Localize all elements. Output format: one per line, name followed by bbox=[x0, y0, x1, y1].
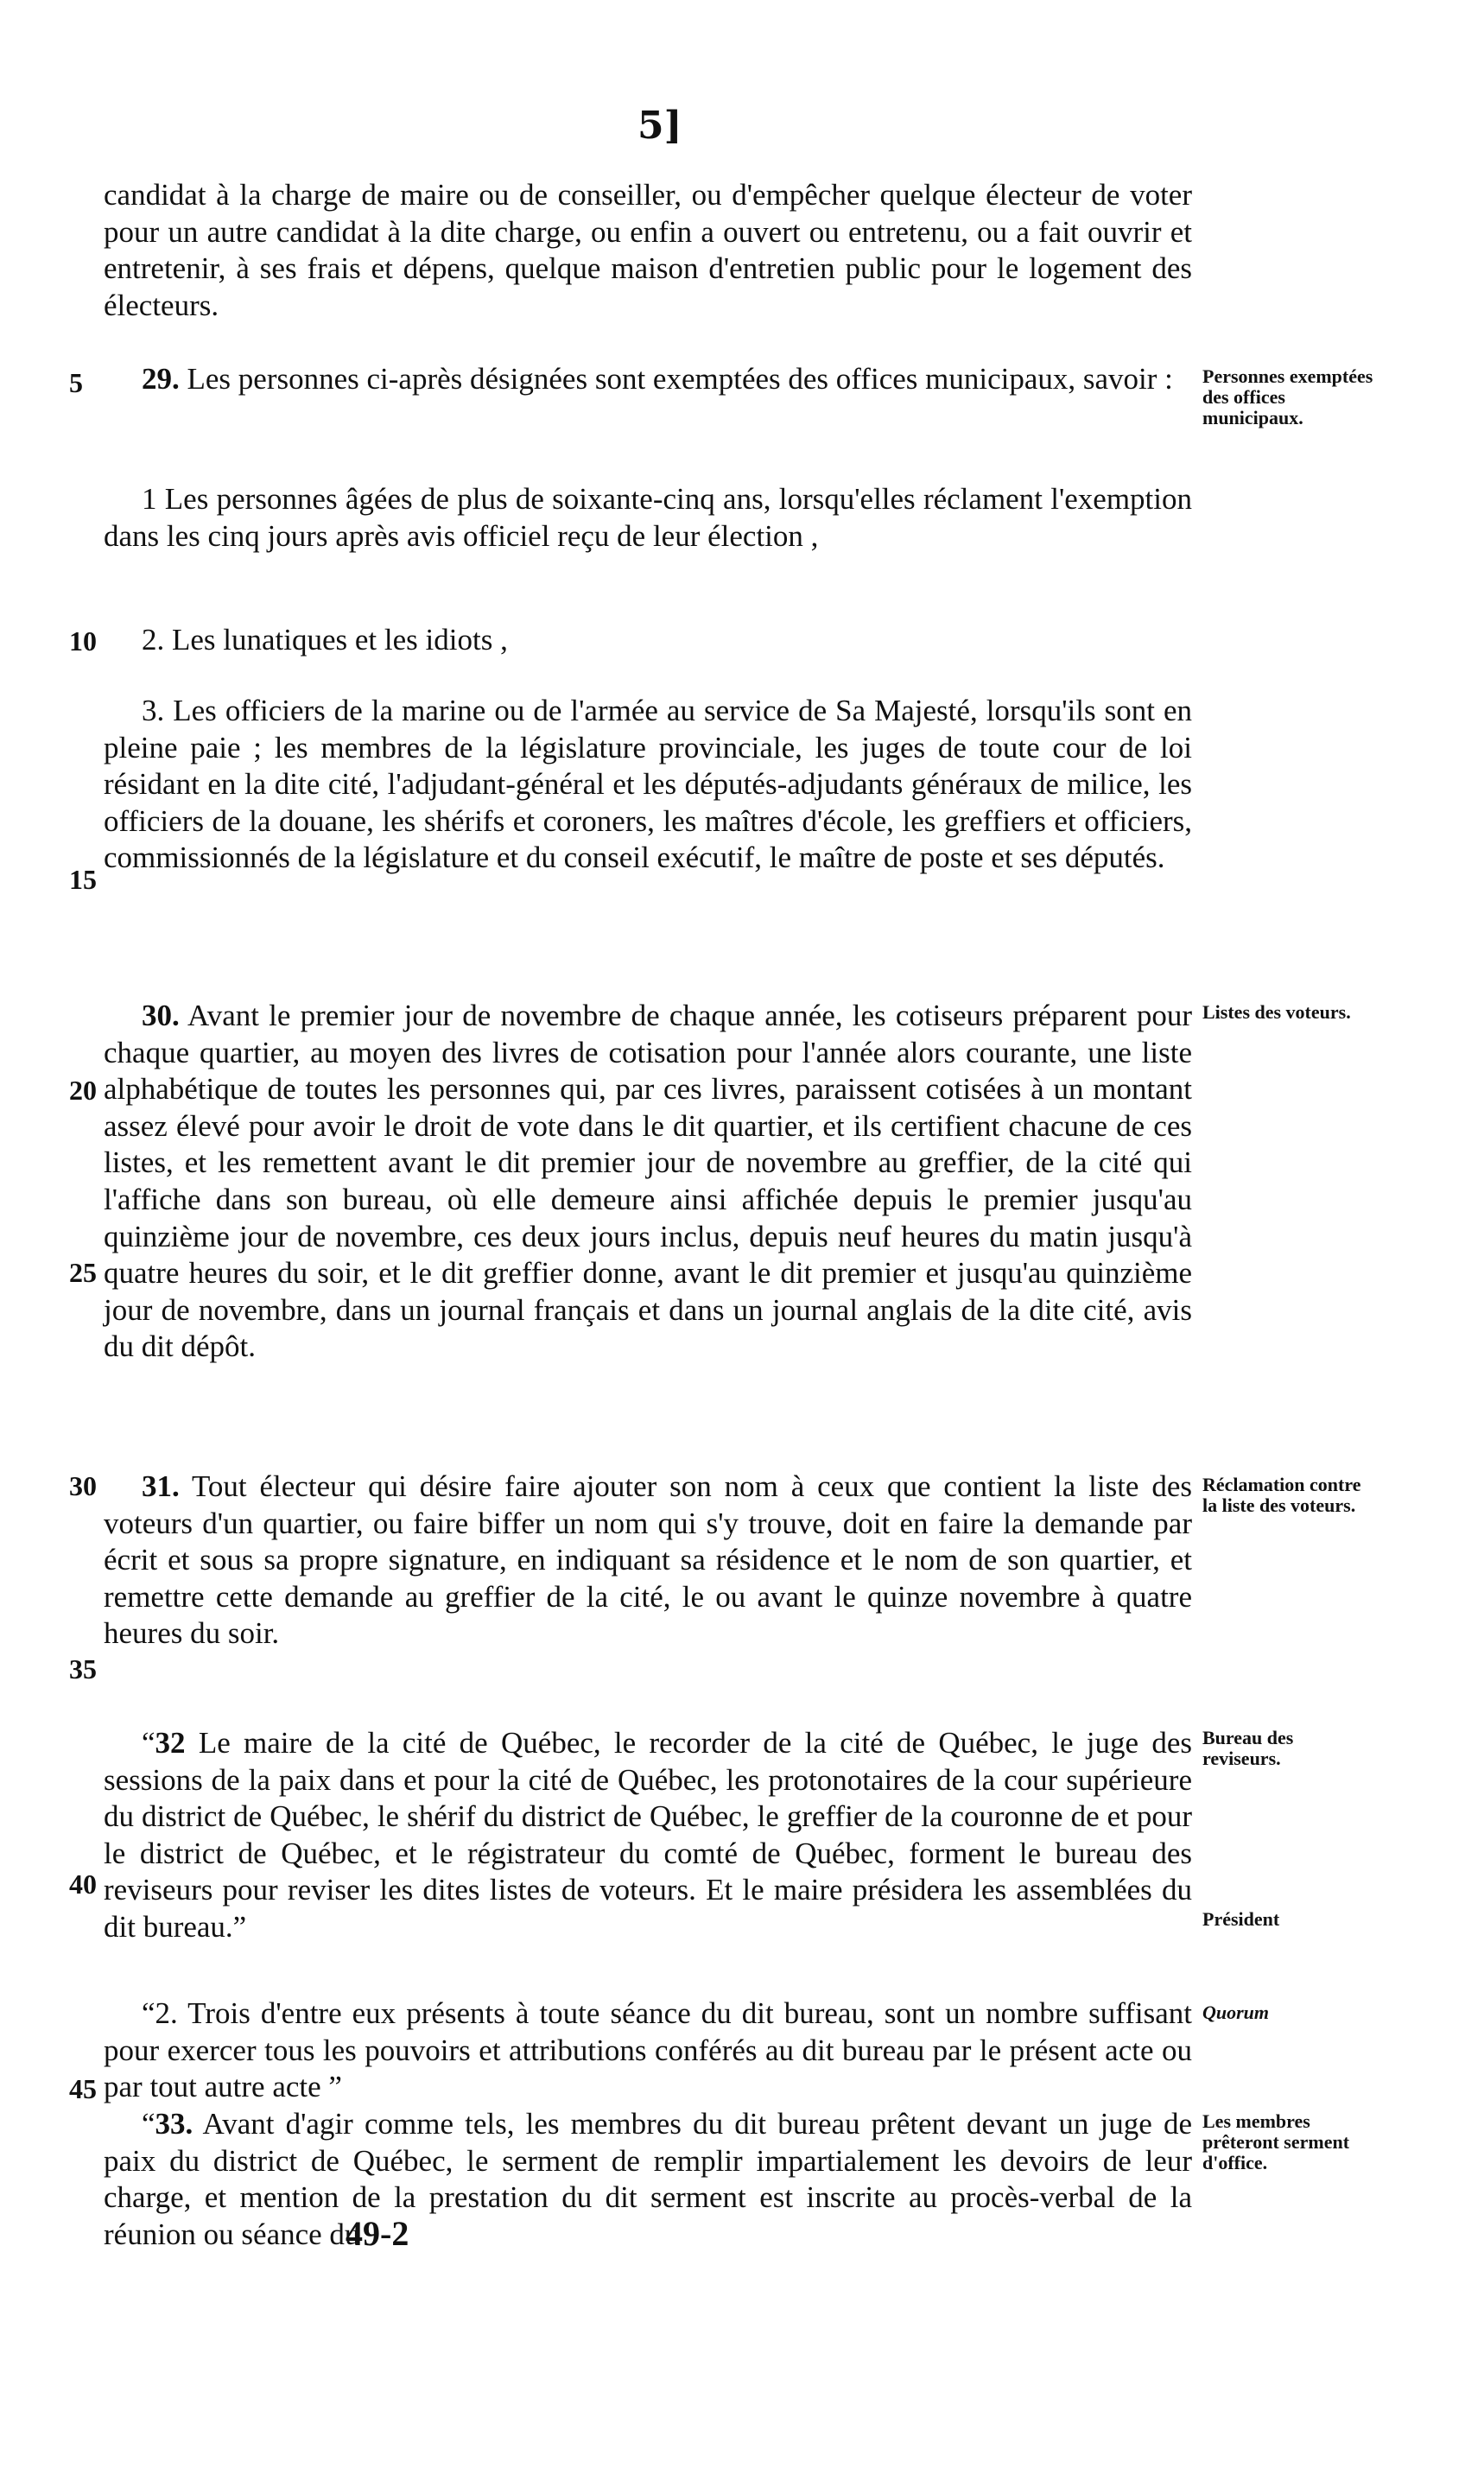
marginal-note: Bureau des reviseurs. bbox=[1202, 1727, 1294, 1769]
item-text: 1 Les personnes âgées de plus de soixante-cinq ans, lorsqu'elles réclament l'exemption dans les cinq jours après avis officiel reçu de leur élection , bbox=[104, 482, 1192, 553]
section-number: 29. bbox=[142, 362, 180, 396]
open-quote: “ bbox=[142, 2107, 155, 2141]
marginal-note: Listes des voteurs. bbox=[1202, 1001, 1351, 1023]
item-2 bbox=[104, 622, 1192, 659]
line-number: 35 bbox=[69, 1653, 97, 1684]
line-number: 10 bbox=[69, 625, 97, 657]
section-number: 32 bbox=[155, 1726, 186, 1760]
line-number: 5 bbox=[69, 367, 83, 398]
open-quote: “ bbox=[142, 1726, 155, 1760]
section-31 bbox=[104, 1469, 1192, 1653]
item-3 bbox=[104, 693, 1192, 877]
section-number: 30. bbox=[142, 999, 180, 1032]
section-number: 33. bbox=[155, 2107, 193, 2141]
section-text: Le maire de la cité de Québec, le recorder de la cité de Québec, le juge des sessions de la paix dans et pour la cité de Québec, les protonotaires de la cour supérieure du district de Québec, le shérif du district de Québec, le greffier de la couronne de et pour le district de Québec, et le régistrateur du comté de Québec, forment le bureau des reviseurs pour reviser les dites listes de voteurs. Et le maire présidera les assemblées du dit bureau.” bbox=[104, 1726, 1193, 1944]
marginal-note: Président bbox=[1202, 1908, 1280, 1930]
section-32 bbox=[104, 1725, 1192, 1946]
paragraph-continuation bbox=[104, 177, 1192, 324]
section-33 bbox=[104, 2106, 1192, 2253]
item-text: 3. Les officiers de la marine ou de l'armée au service de Sa Majesté, lorsqu'ils sont en pleine paie ; les membres de la législature provinciale, les juges de toute cour de loi résidant en la dite cité, l'adjudant-général et les députés-adjudants généraux de milice, les officiers de la douane, les shérifs et coroners, les maîtres d'école, les greffiers et officiers, commissionnés de la législature et du conseil exécutif, le maître de poste et ses députés. bbox=[104, 694, 1192, 875]
item-1 bbox=[104, 481, 1192, 555]
line-number: 45 bbox=[69, 2073, 97, 2104]
section-number: 31. bbox=[142, 1469, 180, 1503]
section-text: Avant le premier jour de novembre de chaque année, les cotiseurs préparent pour chaque quartier, au moyen des livres de cotisation pour l'année alors courante, une liste alphabétique de toutes les personnes qui, par ces livres, paraissent cotisées à un montant assez élevé pour avoir le droit de vote dans le dit quartier, et ils certifient chacune de ces listes, et les remettent avant le dit premier jour de novembre au greffier, de la cité qui l'affiche dans son bureau, où elle demeure ainsi affichée depuis le premier jusqu'au quinzième jour de novembre, ces deux jours inclus, depuis neuf heures du matin jusqu'à quatre heures du soir, et le dit greffier donne, avant le dit premier et jusqu'au quinzième jour de novembre, dans un journal français et dans un journal anglais de la dite cité, avis du dit dépôt. bbox=[104, 999, 1192, 1364]
line-number: 30 bbox=[69, 1470, 97, 1501]
line-number: 15 bbox=[69, 864, 97, 895]
section-30 bbox=[104, 998, 1192, 1366]
section-text: Tout électeur qui désire faire ajouter son nom à ceux que contient la liste des voteurs d'un quartier, ou faire biffer un nom qui s'y trouve, doit en faire la demande par écrit et sous sa propre signature, en indiquant sa résidence et le nom de son quartier, et remettre cette demande au greffier de la cité, le ou avant le quinze novembre à quatre heures du soir. bbox=[104, 1469, 1192, 1651]
section-32-item-2 bbox=[104, 1995, 1192, 2106]
marginal-note: Réclamation contre la liste des voteurs. bbox=[1202, 1474, 1361, 1516]
section-text: Les personnes ci-après désignées sont exemptées des offices municipaux, savoir : bbox=[187, 362, 1173, 396]
marginal-note: Personnes exemptées des offices municipaux. bbox=[1202, 365, 1373, 428]
page-number: 5] bbox=[637, 104, 682, 148]
item-text: “2. Trois d'entre eux présents à toute séance du dit bureau, sont un nombre suffisant pour exercer tous les pouvoirs et attributions conférés au dit bureau par le présent acte ou par tout autre acte ” bbox=[104, 1996, 1192, 2104]
marginal-note: Les membres prêteront serment d'office. bbox=[1202, 2110, 1350, 2173]
section-text: Avant d'agir comme tels, les membres du dit bureau prêtent devant un juge de paix du district de Québec, le serment de remplir impartialement les devoirs de leur charge, et mention de la prestation du dit serment est inscrite au procès-verbal de la réunion ou séance du bbox=[104, 2107, 1192, 2251]
paragraph-text: candidat à la charge de maire ou de conseiller, ou d'empêcher quelque électeur de voter pour un autre candidat à la dite charge, ou enfin a ouvert ou entretenu, ou a fait ouvrir et entretenir, à ses frais et dépens, quelque maison d'entretien public pour le logement des électeurs. bbox=[104, 178, 1192, 322]
line-number: 20 bbox=[69, 1075, 97, 1106]
section-29 bbox=[104, 361, 1192, 398]
signature-mark: 49-2 bbox=[346, 2214, 409, 2253]
item-text: 2. Les lunatiques et les idiots , bbox=[142, 623, 508, 657]
line-number: 40 bbox=[69, 1868, 97, 1900]
line-number: 25 bbox=[69, 1257, 97, 1288]
marginal-note: Quorum bbox=[1202, 2002, 1270, 2023]
